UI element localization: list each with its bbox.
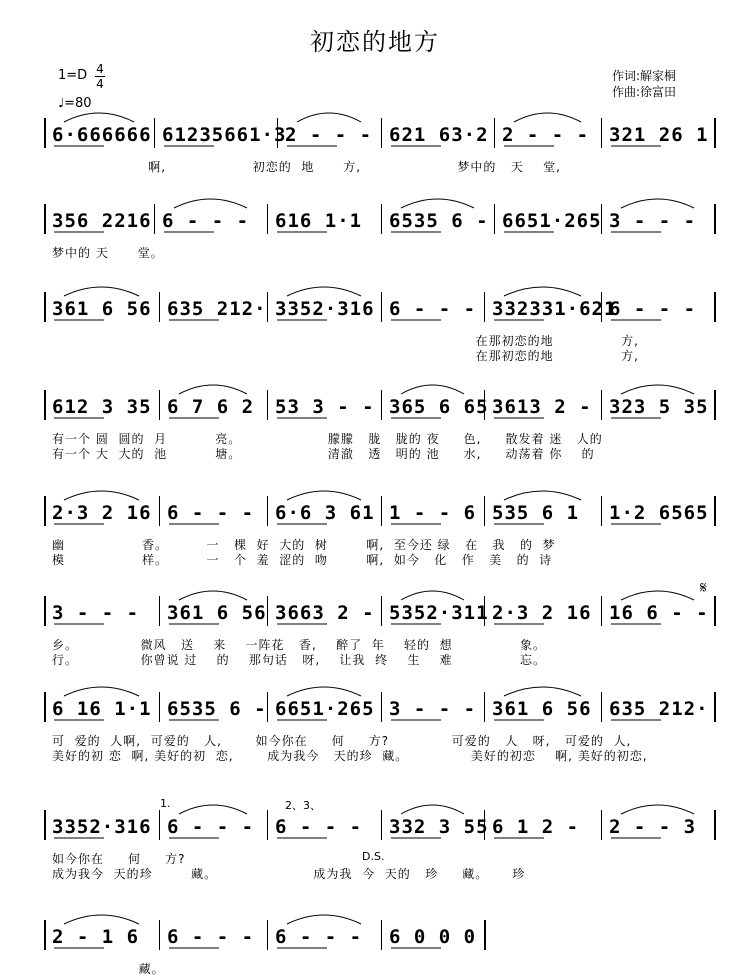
measure-notes: 6 - - -: [167, 926, 255, 948]
measure-notes: 5352·311: [389, 602, 489, 624]
notation-line: [44, 810, 714, 840]
measure-notes: 2·3 2 16: [492, 602, 592, 624]
lyric-line: 啊, 初恋的 地 方, 梦中的 天 堂,: [52, 160, 561, 174]
slur-arc: [179, 385, 247, 394]
slur-arc: [504, 491, 581, 500]
time-signature-bottom: 4: [96, 77, 104, 91]
bar-line: [714, 292, 716, 322]
measure-notes: 361 6 56: [492, 698, 592, 720]
slur-overlay: [44, 292, 714, 332]
measure-notes: 621 63·2: [389, 124, 489, 146]
measure-notes: 6 - - -: [389, 298, 477, 320]
song-title: 初恋的地方: [310, 28, 440, 56]
slur-arc: [297, 113, 361, 122]
measure-notes: 616 1·1: [275, 210, 363, 232]
notation-line: [44, 596, 714, 626]
lyric-line: 有一个 大 大的 池 塘。 清澈 透 明的 池 水, 动荡着 你 的: [52, 447, 595, 461]
lyric-line: 行。 你曾说 过 的 那句话 呀, 让我 终 生 难 忘。: [52, 653, 546, 667]
measure-notes: 332 3 55: [389, 816, 489, 838]
measure-notes: 361 6 56: [167, 602, 267, 624]
slur-arc: [179, 591, 247, 600]
slur-overlay: [44, 596, 714, 636]
slur-arc: [287, 687, 361, 696]
measure-notes: 3613 2 -: [492, 396, 592, 418]
slur-arc: [64, 687, 139, 696]
slur-arc: [621, 805, 694, 814]
measure-notes: 16 6 - -: [609, 602, 709, 624]
measure-notes: 6 16 1·1: [52, 698, 152, 720]
measure-notes: 635 212·: [609, 698, 709, 720]
tempo-marking: ♩=80: [58, 96, 92, 111]
slur-overlay: [44, 496, 714, 536]
measure-notes: 3352·316: [275, 298, 375, 320]
lyric-line: 可 爱的 人啊, 可爱的 人, 如今你在 何 方? 可爱的 人 呀, 可爱的 人,: [52, 734, 632, 748]
slur-arc: [401, 591, 464, 600]
slur-arc: [64, 113, 134, 122]
slur-overlay: [44, 810, 714, 850]
measure-notes: 612 3 35: [52, 396, 152, 418]
measure-notes: 6 1 2 -: [492, 816, 580, 838]
measure-notes: 3 - - -: [52, 602, 140, 624]
measure-notes: 3352·316: [52, 816, 152, 838]
notation-line: [44, 920, 714, 950]
segno-sign: 𝄋: [700, 578, 707, 597]
slur-overlay: [44, 920, 714, 960]
measure-notes: 6651·265: [275, 698, 375, 720]
slur-overlay: [44, 118, 714, 158]
measure-notes: 6 - - -: [162, 210, 250, 232]
notation-line: [44, 496, 714, 526]
measure-notes: 323 5 35: [609, 396, 709, 418]
slur-arc: [514, 113, 581, 122]
slur-overlay: [44, 692, 714, 732]
slur-overlay: [44, 204, 714, 244]
volta-first-ending: 1.: [160, 797, 171, 810]
lyric-line: 乡。 微风 送 来 一阵花 香, 醉了 年 轻的 想 象。: [52, 638, 546, 652]
dal-segno-mark: D.S.: [362, 850, 385, 863]
lyricist: 作词:解家桐: [612, 69, 677, 83]
measure-notes: 321 26 1: [609, 124, 709, 146]
lyric-line: 藏。: [52, 962, 165, 976]
measure-notes: 535 6 1: [492, 502, 580, 524]
measure-notes: 332331·621: [492, 298, 617, 320]
time-signature-top: 4: [96, 62, 104, 76]
measure-notes: 2 - - 3: [609, 816, 697, 838]
lyric-line: 成为我今 天的珍 藏。 成为我 今 天的 珍 藏。 珍: [52, 867, 526, 881]
lyric-line: 模 样。 一 个 羞 涩的 吻 啊, 如今 化 作 美 的 诗: [52, 553, 553, 567]
measure-notes: 61235661·3: [162, 124, 287, 146]
key-signature: 1=D: [58, 68, 88, 83]
bar-line: [714, 692, 716, 722]
measure-notes: 6 - - -: [167, 502, 255, 524]
measure-notes: 2 - 1 6: [52, 926, 140, 948]
notation-line: [44, 204, 714, 234]
slur-arc: [64, 287, 139, 296]
lyric-line: 梦中的 天 堂。: [52, 246, 164, 260]
composer: 作曲:徐富田: [612, 85, 677, 99]
measure-notes: 6·6 3 61: [275, 502, 375, 524]
slur-arc: [504, 687, 581, 696]
measure-notes: 6651·265: [502, 210, 602, 232]
slur-arc: [621, 591, 694, 600]
measure-notes: 6 - - -: [167, 816, 255, 838]
measure-notes: 365 6 65: [389, 396, 489, 418]
bar-line: [714, 496, 716, 526]
measure-notes: 2·3 2 16: [52, 502, 152, 524]
measure-notes: 361 6 56: [52, 298, 152, 320]
measure-notes: 3 - - -: [389, 698, 477, 720]
bar-line: [714, 810, 716, 840]
notation-line: [44, 292, 714, 322]
measure-notes: 6 - - -: [275, 816, 363, 838]
measure-notes: 3 - - -: [609, 210, 697, 232]
notation-line: [44, 692, 714, 722]
time-signature: [95, 62, 105, 91]
measure-notes: 2 - - -: [502, 124, 590, 146]
measure-notes: 635 212·: [167, 298, 267, 320]
slur-arc: [401, 385, 464, 394]
measure-notes: 6 7 6 2: [167, 396, 255, 418]
volta-second-ending: 2、3、: [285, 799, 321, 812]
measure-notes: 1·2 6565: [609, 502, 709, 524]
lyric-line: 美好的初 恋 啊, 美好的初 恋, 成为我今 天的珍 藏。 美好的初恋 啊, 美好的初恋,: [52, 749, 648, 763]
lyric-line: 在那初恋的地 方,: [52, 349, 639, 363]
lyric-line: 有一个 圆 圆的 月 亮。 朦朦 胧 胧的 夜 色, 散发着 迷 人的: [52, 432, 603, 446]
slur-arc: [287, 491, 361, 500]
slur-arc: [504, 287, 581, 296]
measure-notes: 6 - - -: [609, 298, 697, 320]
notation-line: [44, 118, 714, 148]
notation-line: [44, 390, 714, 420]
measure-notes: 3663 2 -: [275, 602, 375, 624]
slur-arc: [401, 805, 464, 814]
lyric-line: 幽 香。 一 棵 好 大的 树 啊, 至今还 绿 在 我 的 梦: [52, 538, 556, 552]
slur-arc: [174, 199, 247, 208]
slur-arc: [64, 491, 139, 500]
bar-line: [714, 596, 716, 626]
measure-notes: 2 - - -: [285, 124, 373, 146]
credits: [612, 68, 676, 100]
slur-arc: [621, 199, 694, 208]
measure-notes: 6535 6 -: [389, 210, 489, 232]
slur-arc: [621, 385, 694, 394]
slur-arc: [64, 915, 139, 924]
slur-overlay: [44, 390, 714, 430]
measure-notes: 6 0 0 0: [389, 926, 477, 948]
bar-line: [714, 118, 716, 148]
measure-notes: 6 - - -: [275, 926, 363, 948]
slur-arc: [287, 287, 361, 296]
bar-line: [714, 204, 716, 234]
measure-notes: 6535 6 -: [167, 698, 267, 720]
measure-notes: 1 - - 6: [389, 502, 477, 524]
lyric-line: 如今你在 何 方?: [52, 852, 186, 866]
measure-notes: 6·666666: [52, 124, 152, 146]
measure-notes: 356 2216: [52, 210, 152, 232]
slur-arc: [287, 915, 361, 924]
bar-line: [714, 390, 716, 420]
lyric-line: 在那初恋的地 方,: [52, 334, 639, 348]
measure-notes: 53 3 - -: [275, 396, 375, 418]
slur-arc: [401, 199, 474, 208]
slur-arc: [179, 805, 247, 814]
